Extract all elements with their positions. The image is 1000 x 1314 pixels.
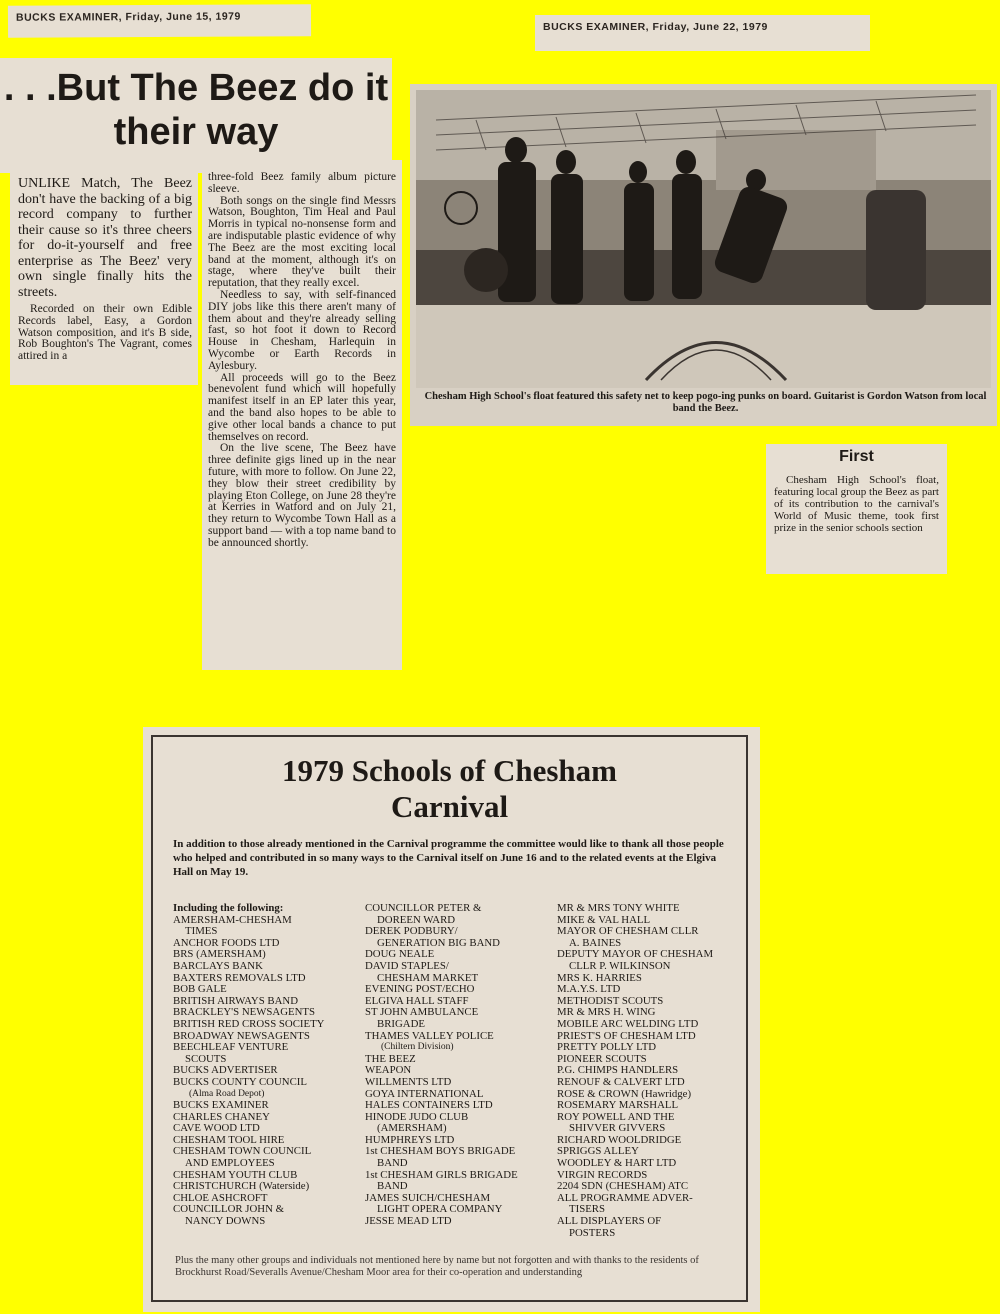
thanks-entry: MIKE & VAL HALL [557, 913, 651, 926]
thanks-entry: THE BEEZ [365, 1052, 416, 1065]
thanks-entry: DOUG NEALE [365, 948, 435, 961]
band-float-photo [416, 90, 991, 388]
thanks-entry: CHESHAM TOWN COUNCIL [173, 1145, 312, 1158]
article-column-1 [10, 173, 198, 385]
thanks-entry: GOYA INTERNATIONAL [365, 1087, 484, 1100]
thanks-entry: HUMPHREYS LTD [365, 1133, 455, 1146]
thanks-entry: PIONEER SCOUTS [557, 1052, 647, 1065]
thanks-entry: VIRGIN RECORDS [557, 1168, 648, 1181]
dateline-june-15: BUCKS EXAMINER, Friday, June 15, 1979 [8, 4, 311, 38]
thanks-entry: CHESHAM YOUTH CLUB [173, 1168, 298, 1181]
thanks-entry: RENOUF & CALVERT LTD [557, 1075, 685, 1088]
thanks-entry: BUCKS EXAMINER [173, 1099, 269, 1112]
thanks-entry: POSTERS [569, 1226, 616, 1239]
thanks-entry: ROSEMARY MARSHALL [557, 1099, 679, 1112]
thanks-entry: CAVE WOOD LTD [173, 1122, 260, 1135]
thanks-entry: 1st CHESHAM GIRLS BRIGADE [365, 1168, 518, 1181]
thanks-entry: THAMES VALLEY POLICE [365, 1029, 494, 1042]
article-paragraph: Needless to say, with self-financed DIY jobs like this there aren't many of them about and they're already selling fast, so hot foot it down to Record House in Chesham, Harlequin in Wycombe or Earth Records in Aylesbury. [208, 288, 396, 372]
thanks-column-2 [365, 903, 543, 1239]
thanks-entry: COUNCILLOR JOHN & [173, 1203, 284, 1216]
thanks-entry: CHARLES CHANEY [173, 1110, 270, 1123]
carnival-notice-clipping [143, 727, 760, 1312]
thanks-entry: DEREK PODBURY/ [365, 925, 458, 938]
thanks-entry: AMERSHAM-CHESHAM [173, 913, 292, 926]
thanks-entry: WILLMENTS LTD [365, 1075, 452, 1088]
thanks-entry: 2204 SDN (CHESHAM) ATC [557, 1180, 689, 1193]
thanks-entry: DAVID STAPLES/ [365, 959, 449, 972]
thanks-entry: MOBILE ARC WELDING LTD [557, 1017, 699, 1030]
thanks-entry: ELGIVA HALL STAFF [365, 994, 469, 1007]
article-headline: . . .But The Beez do it their way [3, 67, 389, 153]
thanks-entry: P.G. CHIMPS HANDLERS [557, 1064, 679, 1077]
thanks-entry: JESSE MEAD LTD [365, 1215, 452, 1228]
thanks-entry: A. BAINES [569, 936, 622, 949]
carnival-notice-box [151, 735, 748, 1302]
headline-clipping [0, 58, 392, 173]
thanks-entry: RICHARD WOOLDRIDGE [557, 1133, 682, 1146]
thanks-entry: HINODE JUDO CLUB [365, 1110, 469, 1123]
thanks-entry: CLLR P. WILKINSON [569, 959, 671, 972]
thanks-entry: (Chiltern Division) [381, 1042, 454, 1053]
thanks-list [173, 903, 735, 1239]
article-paragraph: All proceeds will go to the Beez benevolent fund which will hopefully manifest itself in an EP later this year, and the band also hopes to be able to give other local bands a chance to put themselves on record. [208, 371, 396, 443]
thanks-entry: BRITISH RED CROSS SOCIETY [173, 1017, 325, 1030]
thanks-entry: MRS K. HARRIES [557, 971, 642, 984]
thanks-entry: TIMES [185, 925, 218, 938]
thanks-entry: MAYOR OF CHESHAM CLLR [557, 925, 699, 938]
carnival-title-line-1: 1979 Schools of Chesham [281, 753, 617, 788]
photo-caption: Chesham High School's float featured this safety net to keep pogo-ing punks on board. Guitarist is Gordon Watson from local band the Beez. [424, 391, 987, 414]
thanks-entry: CHRISTCHURCH (Waterside) [173, 1180, 310, 1193]
thanks-entry: SCOUTS [185, 1052, 227, 1065]
thanks-column-3 [557, 903, 735, 1239]
article-paragraph: three-fold Beez family album picture sleeve. [208, 171, 396, 195]
article-paragraph: Recorded on their own Edible Records label, Easy, a Gordon Watson composition, and it's B side, Rob Boughton's The Vagrant, comes attired in a [18, 303, 192, 363]
thanks-entry: BRACKLEY'S NEWSAGENTS [173, 1006, 316, 1019]
thanks-entry: LIGHT OPERA COMPANY [377, 1203, 503, 1216]
thanks-entry: EVENING POST/ECHO [365, 983, 475, 996]
thanks-entry: BUCKS COUNTY COUNCIL [173, 1075, 307, 1088]
article-paragraph: On the live scene, The Beez have three definite gigs lined up in the near future, with more to follow. On June 22, they blow their street credibility by playing Eton College, on June 28 they're at Kerries in Watford and on July 21, they return to Wycombe Town Hall as a support band — with a top name band to be announced shortly. [208, 442, 396, 549]
thanks-entry: METHODIST SCOUTS [557, 994, 664, 1007]
thanks-entry: M.A.Y.S. LTD [557, 983, 621, 996]
thanks-entry: BRS (AMERSHAM) [173, 948, 266, 961]
thanks-entry: SHIVVER GIVVERS [569, 1122, 666, 1135]
thanks-entry: (Alma Road Depot) [189, 1088, 265, 1099]
carnival-title [153, 753, 746, 825]
thanks-entry: AND EMPLOYEES [185, 1157, 275, 1170]
thanks-entry: ROSE & CROWN (Hawridge) [557, 1087, 692, 1100]
thanks-entry: MR & MRS H. WING [557, 1006, 656, 1019]
thanks-column-1 [173, 903, 351, 1239]
article-paragraph: Both songs on the single find Messrs Watson, Boughton, Tim Heal and Paul Morris in typical no-nonsense form and are indisputable plastic evidence of why The Beez are the most exciting local band at the moment, although it's on stage, where they've built their reputation, that they really excel. [208, 194, 396, 290]
thanks-entry: BRIGADE [377, 1017, 425, 1030]
thanks-entry: TISERS [569, 1203, 605, 1216]
thanks-entry: CHESHAM TOOL HIRE [173, 1133, 285, 1146]
first-prize-title: First [839, 448, 874, 465]
thanks-entry: JAMES SUICH/CHESHAM [365, 1191, 491, 1204]
thanks-entry: MR & MRS TONY WHITE [557, 902, 680, 914]
thanks-entry: ROY POWELL AND THE [557, 1110, 675, 1123]
thanks-entry: ALL DISPLAYERS OF [557, 1215, 662, 1228]
thanks-entry: CHESHAM MARKET [377, 971, 479, 984]
thanks-entry: NANCY DOWNS [185, 1215, 266, 1228]
thanks-entry: DOREEN WARD [377, 913, 456, 926]
thanks-entry: DEPUTY MAYOR OF CHESHAM [557, 948, 714, 961]
thanks-entry: BRITISH AIRWAYS BAND [173, 994, 298, 1007]
thanks-entry: 1st CHESHAM BOYS BRIGADE [365, 1145, 516, 1158]
thanks-entry: CHLOE ASHCROFT [173, 1191, 268, 1204]
thanks-entry: SPRIGGS ALLEY [557, 1145, 639, 1158]
article-paragraph: UNLIKE Match, The Beez don't have the backing of a big record company to further their cause so it's three cheers for do-it-yourself and free enterprise as The Beez' very own single finally hits the streets. [18, 176, 192, 300]
thanks-entry: ST JOHN AMBULANCE [365, 1006, 479, 1019]
thanks-entry: PRETTY POLLY LTD [557, 1041, 657, 1054]
thanks-entry: ANCHOR FOODS LTD [173, 936, 280, 949]
thanks-entry: HALES CONTAINERS LTD [365, 1099, 493, 1112]
thanks-entry: BUCKS ADVERTISER [173, 1064, 278, 1077]
carnival-title-line-2: Carnival [390, 789, 509, 824]
dateline-june-22: BUCKS EXAMINER, Friday, June 22, 1979 [535, 15, 870, 51]
first-prize-body: Chesham High School's float, featuring local group the Beez as part of its contribution to the carnival's World of Music theme, took first prize in the senior schools section [774, 474, 939, 534]
thanks-entry: WEAPON [365, 1064, 412, 1077]
thanks-entry: WOODLEY & HART LTD [557, 1157, 677, 1170]
photo-clipping [410, 84, 997, 426]
thanks-entry: BAND [377, 1180, 408, 1193]
carnival-footer: Plus the many other groups and individuals not mentioned here by name but not forgotten and with thanks to the residents of Brockhurst Road/Severalls Avenue/Chesham Moor area for their co-operation and understanding [175, 1255, 699, 1278]
thanks-entry: COUNCILLOR PETER & [365, 902, 482, 914]
thanks-heading: Including the following: [173, 902, 284, 914]
thanks-entry: BAND [377, 1157, 408, 1170]
thanks-entry: BAXTERS REMOVALS LTD [173, 971, 306, 984]
thanks-entry: BARCLAYS BANK [173, 959, 263, 972]
thanks-entry: BOB GALE [173, 983, 227, 996]
thanks-entry: GENERATION BIG BAND [377, 936, 500, 949]
first-prize-clipping [766, 444, 947, 574]
thanks-entry: BEECHLEAF VENTURE [173, 1041, 289, 1054]
article-column-2 [202, 160, 402, 670]
thanks-entry: (AMERSHAM) [377, 1122, 447, 1135]
carnival-intro: In addition to those already mentioned in the Carnival programme the committee would like to thank all those people who helped and contributed in so many ways to the Carnival itself on June 16 and to the related events at the Elgiva Hall on May 19. [173, 838, 724, 878]
thanks-entry: BROADWAY NEWSAGENTS [173, 1029, 310, 1042]
thanks-entry: PRIEST'S OF CHESHAM LTD [557, 1029, 696, 1042]
thanks-entry: ALL PROGRAMME ADVER- [557, 1191, 693, 1204]
